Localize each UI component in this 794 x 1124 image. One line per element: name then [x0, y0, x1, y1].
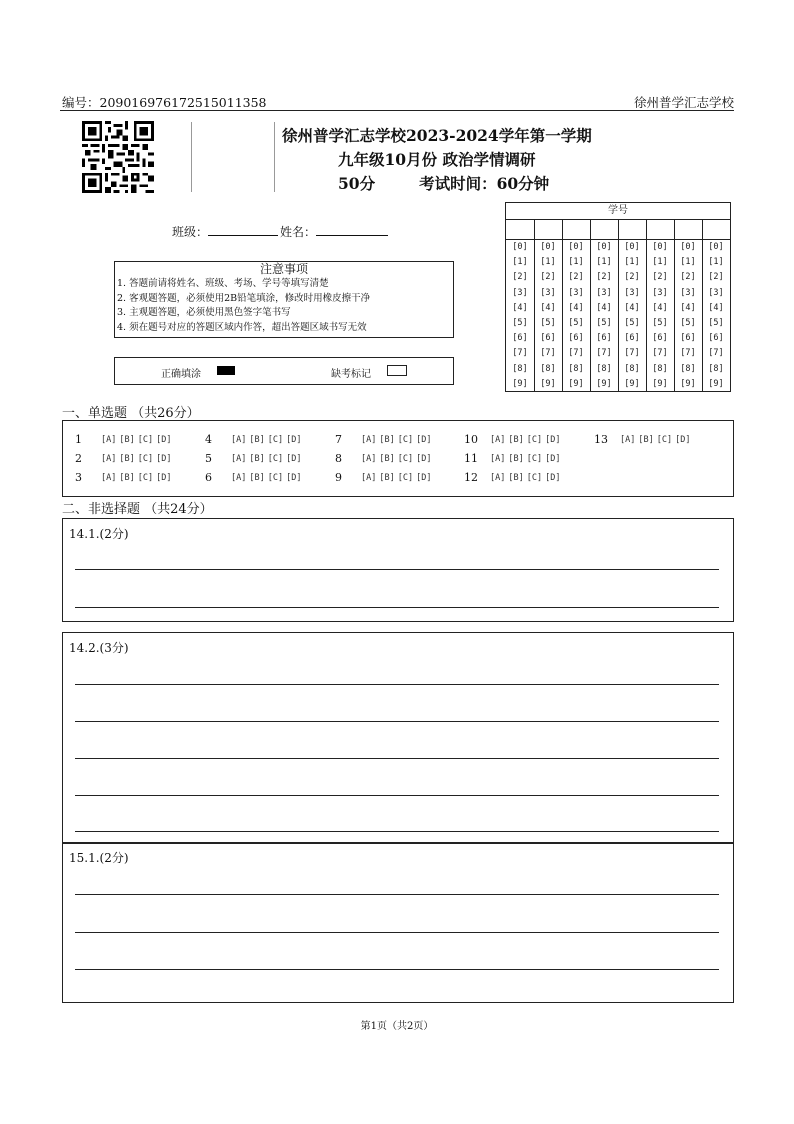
answer-line	[75, 758, 719, 759]
student-id-bubble[interactable]: [2]	[596, 272, 612, 283]
filled-box-icon	[217, 366, 235, 375]
question-number: 3	[75, 471, 82, 484]
option-bubble[interactable]: [B]	[638, 434, 654, 445]
student-id-bubble[interactable]: [1]	[624, 257, 640, 268]
student-id-bubble[interactable]: [1]	[540, 257, 556, 268]
student-id-write-cell[interactable]	[506, 219, 534, 240]
option-bubble[interactable]: [C]	[397, 472, 414, 483]
student-id-bubble[interactable]: [5]	[624, 317, 640, 328]
option-bubble[interactable]: [A]	[490, 453, 506, 464]
student-id-bubble[interactable]: [0]	[596, 242, 612, 252]
student-id-write-cell[interactable]	[590, 219, 618, 240]
student-id-bubble[interactable]: [7]	[680, 348, 696, 359]
answer-line	[75, 684, 719, 685]
question-number: 12	[464, 471, 478, 484]
absent-mark-box[interactable]	[387, 365, 407, 376]
exam-time: 考试时间：60分钟	[419, 174, 550, 193]
option-bubble[interactable]: [B]	[508, 472, 524, 483]
option-bubble[interactable]: [B]	[379, 453, 395, 464]
question-number: 9	[335, 471, 342, 484]
fill-legend	[114, 357, 454, 385]
student-id-bubble[interactable]: [9]	[540, 378, 556, 389]
option-bubble[interactable]: [B]	[119, 472, 135, 483]
option-bubble[interactable]: [D]	[286, 472, 302, 483]
student-id-bubble[interactable]: [2]	[540, 272, 556, 283]
option-bubble[interactable]: [D]	[156, 434, 172, 445]
answer-line	[75, 795, 719, 796]
option-bubble[interactable]: [B]	[119, 453, 135, 464]
student-id-column	[590, 219, 619, 391]
student-id-bubble[interactable]: [9]	[624, 378, 640, 389]
student-id-write-cell[interactable]	[562, 219, 590, 240]
notice-title: 注意事项	[259, 262, 308, 276]
option-bubble[interactable]: [A]	[620, 434, 636, 445]
question-item	[335, 452, 434, 465]
student-id-bubble[interactable]: [7]	[512, 348, 528, 359]
student-id-bubble[interactable]: [3]	[540, 287, 556, 298]
option-bubble[interactable]: [D]	[416, 472, 432, 483]
student-id-bubble[interactable]: [8]	[512, 363, 528, 374]
option-bubble[interactable]: [B]	[249, 434, 265, 445]
notice-item: 4. 须在题号对应的答题区域内作答，超出答题区域书写无效	[117, 321, 367, 333]
student-id-bubble[interactable]: [9]	[708, 378, 724, 389]
student-id-bubble[interactable]: [1]	[596, 257, 612, 268]
student-id-bubble[interactable]: [7]	[596, 348, 612, 359]
option-bubble[interactable]: [A]	[361, 472, 377, 483]
header-separator-2	[274, 122, 275, 192]
student-id-bubble[interactable]: [7]	[568, 348, 584, 359]
student-id-bubble[interactable]: [9]	[512, 378, 528, 389]
student-id-bubble[interactable]: [3]	[708, 287, 724, 298]
name-label: 姓名：	[280, 225, 317, 239]
question-number: 2	[75, 452, 82, 465]
option-bubble[interactable]: [A]	[101, 453, 117, 464]
option-bubble[interactable]: [C]	[137, 472, 154, 483]
single-choice-area	[62, 420, 734, 497]
student-id-bubble[interactable]: [7]	[624, 348, 640, 359]
student-id-bubble[interactable]: [6]	[680, 333, 696, 344]
absent-mark-label: 缺考标记	[331, 369, 371, 380]
option-bubble[interactable]: [C]	[267, 453, 284, 464]
question-number: 7	[335, 433, 342, 446]
student-id-bubble[interactable]: [3]	[652, 287, 668, 298]
option-bubble[interactable]: [B]	[379, 472, 395, 483]
student-id-bubble[interactable]: [3]	[596, 287, 612, 298]
question-item	[205, 471, 304, 484]
option-bubble[interactable]: [D]	[545, 453, 561, 464]
student-id-column	[702, 219, 730, 391]
student-id-bubble[interactable]: [9]	[568, 378, 584, 389]
student-id-bubble[interactable]: [6]	[624, 333, 640, 344]
student-id-bubble[interactable]: [9]	[652, 378, 668, 389]
option-bubble[interactable]: [D]	[416, 434, 432, 445]
option-bubble[interactable]: [A]	[101, 472, 117, 483]
option-bubble[interactable]: [A]	[231, 472, 247, 483]
question-label: 15.1.(2分)	[69, 851, 129, 865]
student-id-bubble[interactable]: [8]	[624, 363, 640, 374]
answer-box-15-1[interactable]	[62, 842, 734, 1003]
student-id-bubble[interactable]: [4]	[540, 302, 556, 313]
student-id-write-cell[interactable]	[534, 219, 562, 240]
question-item	[335, 471, 434, 484]
answer-line	[75, 569, 719, 570]
option-bubble[interactable]: [C]	[397, 453, 414, 464]
option-bubble[interactable]: [A]	[231, 453, 247, 464]
student-id-title: 学号	[506, 203, 730, 220]
question-number: 8	[335, 452, 342, 465]
option-bubble[interactable]: [B]	[119, 434, 135, 445]
section-single-choice-title: 一、单选题 （共26分）	[62, 406, 200, 421]
answer-line	[75, 969, 719, 970]
student-id-bubble[interactable]: [5]	[652, 317, 668, 328]
student-id-bubble[interactable]: [5]	[708, 317, 724, 328]
answer-box-14-1[interactable]	[62, 518, 734, 622]
question-item	[464, 471, 563, 484]
option-bubble[interactable]: [D]	[545, 434, 561, 445]
student-id-bubble[interactable]: [7]	[652, 348, 668, 359]
name-field[interactable]	[316, 223, 388, 236]
option-bubble[interactable]: [A]	[101, 434, 117, 445]
student-id-bubble[interactable]: [1]	[680, 257, 696, 268]
question-label: 14.2.(3分)	[69, 641, 129, 655]
student-id-column	[674, 219, 703, 391]
student-id-bubble[interactable]: [8]	[596, 363, 612, 374]
student-id-bubble[interactable]: [6]	[652, 333, 668, 344]
student-id-bubble[interactable]: [5]	[596, 317, 612, 328]
exam-title: 徐州普学汇志学校2023-2024学年第一学期	[282, 126, 592, 145]
student-id-bubble[interactable]: [7]	[540, 348, 556, 359]
student-id-bubble[interactable]: [4]	[624, 302, 640, 313]
section-non-choice-title: 二、非选择题 （共24分）	[62, 502, 213, 517]
question-number: 5	[205, 452, 212, 465]
option-bubble[interactable]: [D]	[416, 453, 432, 464]
student-id-bubble[interactable]: [4]	[652, 302, 668, 313]
student-id-bubble[interactable]: [0]	[680, 242, 696, 252]
option-bubble[interactable]: [B]	[249, 472, 265, 483]
exam-score: 50分	[338, 174, 376, 193]
school-name-header: 徐州普学汇志学校	[633, 95, 734, 110]
option-bubble[interactable]: [B]	[379, 434, 395, 445]
student-id-bubble[interactable]: [3]	[680, 287, 696, 298]
student-id-bubble[interactable]: [0]	[540, 242, 556, 252]
question-number: 4	[205, 433, 212, 446]
answer-line	[75, 932, 719, 933]
question-number: 13	[594, 433, 608, 446]
student-id-bubble[interactable]: [8]	[540, 363, 556, 374]
student-id-bubble[interactable]: [0]	[512, 242, 528, 252]
student-id-bubble[interactable]: [2]	[708, 272, 724, 283]
student-id-bubble[interactable]: [5]	[540, 317, 556, 328]
student-id-bubble[interactable]: [6]	[540, 333, 556, 344]
option-bubble[interactable]: [D]	[156, 472, 172, 483]
option-bubble[interactable]: [D]	[156, 453, 172, 464]
option-bubble[interactable]: [C]	[137, 434, 154, 445]
student-id-column	[534, 219, 563, 391]
answer-box-14-2[interactable]	[62, 632, 734, 844]
student-id-bubble[interactable]: [3]	[568, 287, 584, 298]
option-bubble[interactable]: [A]	[361, 434, 377, 445]
student-id-bubble[interactable]: [8]	[568, 363, 584, 374]
student-id-bubble[interactable]: [4]	[568, 302, 584, 313]
student-id-bubble[interactable]: [0]	[624, 242, 640, 252]
student-id-bubble[interactable]: [1]	[512, 257, 528, 268]
student-id-bubble[interactable]: [5]	[680, 317, 696, 328]
student-id-bubble[interactable]: [4]	[708, 302, 724, 313]
answer-line	[75, 831, 719, 832]
answer-line	[75, 894, 719, 895]
student-info-line	[172, 223, 390, 240]
student-id-column	[646, 219, 675, 391]
question-item	[335, 433, 434, 446]
student-id-bubble[interactable]: [3]	[624, 287, 640, 298]
student-id-bubble[interactable]: [2]	[512, 272, 528, 283]
student-id-bubble[interactable]: [2]	[568, 272, 584, 283]
correct-fill-label: 正确填涂	[161, 369, 201, 380]
option-bubble[interactable]: [D]	[286, 434, 302, 445]
student-id-bubble[interactable]: [6]	[512, 333, 528, 344]
student-id-bubble[interactable]: [4]	[596, 302, 612, 313]
answer-line	[75, 721, 719, 722]
student-id-bubble[interactable]: [8]	[708, 363, 724, 374]
student-id-bubble[interactable]: [0]	[652, 242, 668, 252]
option-bubble[interactable]: [B]	[508, 453, 524, 464]
option-bubble[interactable]: [D]	[675, 434, 691, 445]
student-id-bubble[interactable]: [5]	[568, 317, 584, 328]
question-item	[464, 433, 563, 446]
header-divider	[60, 110, 734, 111]
option-bubble[interactable]: [A]	[361, 453, 377, 464]
student-id-bubble[interactable]: [3]	[512, 287, 528, 298]
header-separator-1	[191, 122, 192, 192]
student-id-bubble[interactable]: [0]	[568, 242, 584, 252]
student-id-write-cell[interactable]	[702, 219, 730, 240]
student-id-bubble[interactable]: [8]	[680, 363, 696, 374]
student-id-bubble[interactable]: [7]	[708, 348, 724, 359]
option-bubble[interactable]: [C]	[526, 472, 543, 483]
question-item	[75, 452, 174, 465]
serial-number: 编号：209016976172515011358	[62, 95, 267, 110]
question-number: 1	[75, 433, 82, 446]
student-id-write-cell[interactable]	[646, 219, 674, 240]
notice-item: 3. 主观题答题，必须使用黑色签字笔书写	[117, 307, 291, 318]
answer-line	[75, 607, 719, 608]
question-item	[205, 452, 304, 465]
student-id-column	[506, 219, 535, 391]
student-id-bubble[interactable]: [0]	[708, 242, 724, 252]
student-id-bubble[interactable]: [2]	[624, 272, 640, 283]
student-id-bubble[interactable]: [2]	[680, 272, 696, 283]
option-bubble[interactable]: [C]	[656, 434, 673, 445]
student-id-bubble[interactable]: [6]	[568, 333, 584, 344]
option-bubble[interactable]: [B]	[508, 434, 524, 445]
option-bubble[interactable]: [C]	[267, 472, 284, 483]
question-item	[205, 433, 304, 446]
option-bubble[interactable]: [C]	[137, 453, 154, 464]
page-number: 第1页（共2页）	[360, 1021, 434, 1032]
qr-code-icon	[82, 121, 154, 193]
option-bubble[interactable]: [D]	[286, 453, 302, 464]
student-id-bubble[interactable]: [8]	[652, 363, 668, 374]
student-id-write-cell[interactable]	[674, 219, 702, 240]
notice-box	[114, 261, 454, 338]
class-field[interactable]	[208, 223, 278, 236]
question-number: 10	[464, 433, 478, 446]
question-item	[594, 433, 693, 446]
option-bubble[interactable]: [D]	[545, 472, 561, 483]
student-id-grid	[505, 202, 731, 392]
student-id-bubble[interactable]: [1]	[708, 257, 724, 268]
notice-item: 2. 客观题答题，必须使用2B铅笔填涂，修改时用橡皮擦干净	[117, 292, 371, 304]
question-item	[75, 471, 174, 484]
student-id-bubble[interactable]: [4]	[680, 302, 696, 313]
student-id-bubble[interactable]: [4]	[512, 302, 528, 313]
question-number: 11	[464, 452, 478, 465]
exam-subtitle: 九年级10月份 政治学情调研	[338, 150, 536, 169]
option-bubble[interactable]: [C]	[526, 434, 543, 445]
student-id-bubble[interactable]: [1]	[652, 257, 668, 268]
student-id-write-cell[interactable]	[618, 219, 646, 240]
question-label: 14.1.(2分)	[69, 527, 129, 541]
student-id-bubble[interactable]: [9]	[680, 378, 696, 389]
question-item	[75, 433, 174, 446]
notice-item: 1. 答题前请将姓名、班级、考场、学号等填写清楚	[117, 278, 329, 289]
class-label: 班级：	[172, 225, 209, 239]
option-bubble[interactable]: [A]	[490, 472, 506, 483]
question-item	[464, 452, 563, 465]
option-bubble[interactable]: [C]	[267, 434, 284, 445]
option-bubble[interactable]: [A]	[490, 434, 506, 445]
student-id-bubble[interactable]: [1]	[568, 257, 584, 268]
option-bubble[interactable]: [B]	[249, 453, 265, 464]
student-id-bubble[interactable]: [9]	[596, 378, 612, 389]
option-bubble[interactable]: [A]	[231, 434, 247, 445]
question-number: 6	[205, 471, 212, 484]
exam-meta	[338, 172, 549, 194]
option-bubble[interactable]: [C]	[397, 434, 414, 445]
student-id-bubble[interactable]: [5]	[512, 317, 528, 328]
student-id-bubble[interactable]: [6]	[596, 333, 612, 344]
student-id-column	[618, 219, 647, 391]
option-bubble[interactable]: [C]	[526, 453, 543, 464]
student-id-bubble[interactable]: [6]	[708, 333, 724, 344]
student-id-column	[562, 219, 591, 391]
student-id-bubble[interactable]: [2]	[652, 272, 668, 283]
